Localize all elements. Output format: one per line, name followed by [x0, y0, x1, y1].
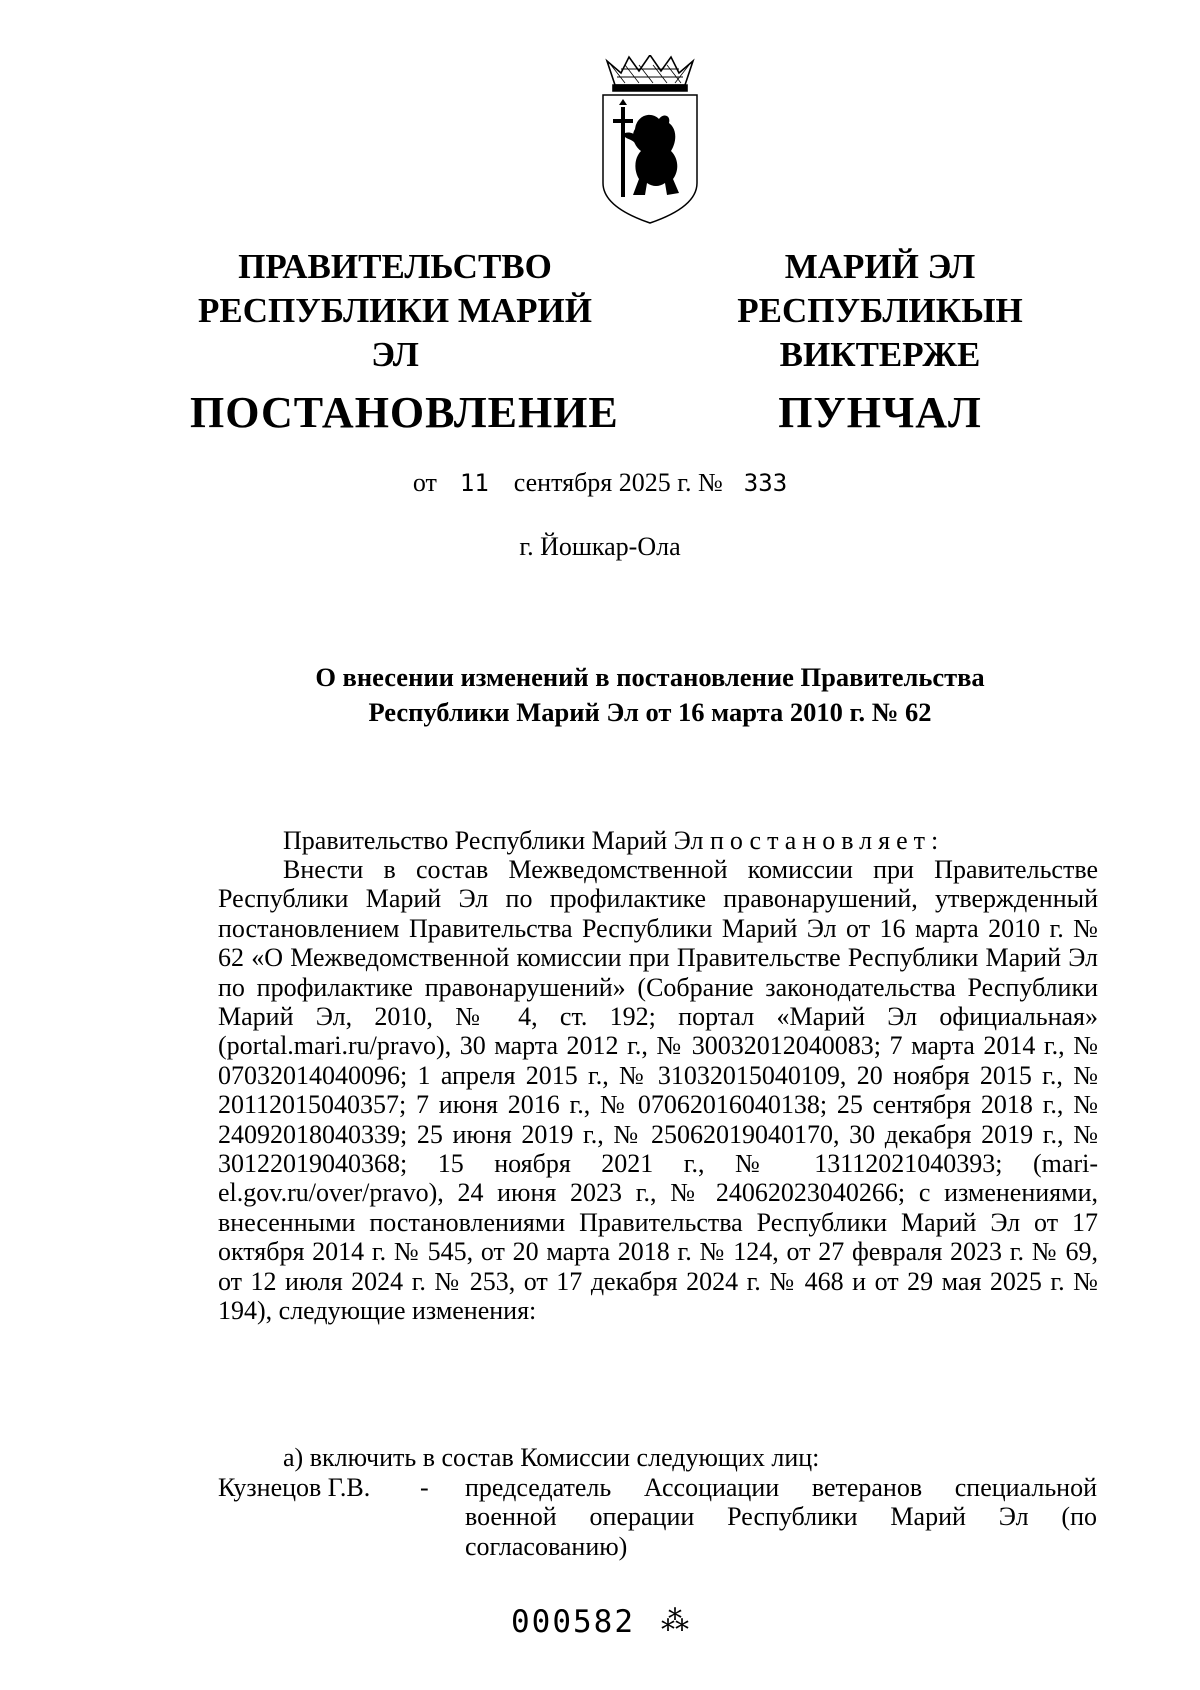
document-title-line2: Республики Марий Эл от 16 марта 2010 г. № 62	[368, 697, 932, 727]
org-name-ru-line1: ПРАВИТЕЛЬСТВО	[238, 247, 552, 286]
footer-serial	[0, 1604, 1200, 1640]
main-paragraph	[218, 855, 1098, 1326]
doc-type-ru: ПОСТАНОВЛЕНИЕ	[190, 388, 619, 437]
sparkle-mark-icon: ⁂	[660, 1606, 689, 1637]
document-number: 333	[743, 469, 788, 497]
gov-subject: Правительство Республики Марий Эл	[283, 826, 704, 855]
header-right-block	[660, 245, 1100, 441]
doc-type-mari: ПУНЧАЛ	[778, 388, 982, 437]
org-name-mari-line2: ВИКТЕРЖЕ	[779, 335, 981, 374]
date-prefix: от	[412, 468, 437, 497]
sub-item-a: а) включить в состав Комиссии следующих лиц:	[283, 1443, 820, 1472]
date-day: 11	[459, 469, 489, 497]
document-title	[200, 660, 1100, 730]
coat-of-arms-emblem	[595, 55, 705, 230]
person-dash: -	[420, 1473, 429, 1502]
document-title-line1: О внесении изменений в постановление Правительства	[315, 662, 985, 692]
decree-preamble	[283, 826, 1113, 855]
city-line: г. Йошкар-Ола	[519, 532, 681, 561]
header-left-block	[190, 245, 619, 441]
main-paragraph-text: Внести в состав Межведомственной комиссии при Правительстве Республики Марий Эл по профилактике правонарушений, утвержденный постановлением Правительства Республики Марий Эл от 16 марта 2010 г. № 62 «О Межведомственной комиссии при Правительстве Республики Марий Эл по профилактике правонарушений» (Собрание законодательства Республики Марий Эл, 2010, № 4, ст. 192; портал «Марий Эл официальная» (portal.mari.ru/pravo), 30 марта 2012 г., № 30032012040083; 7 марта 2014 г., № 07032014040096; 1 апреля 2015 г., № 31032015040109, 20 ноября 2015 г., № 20112015040357; 7 июня 2016 г., № 07062016040138; 25 сентября 2018 г., № 24092018040339; 25 июня 2019 г., № 25062019040170, 30 декабря 2019 г., № 30122019040368; 15 ноября 2021 г., № 13112021040393; (mari-el.gov.ru/over/pravo), 24 июня 2023 г., № 24062023040266; с изменениями, внесенными постановлениями Правительства Республики Марий Эл от 17 октября 2014 г. № 545, от 20 марта 2018 г. № 124, от 27 февраля 2023 г. № 69, от 12 июля 2024 г. № 253, от 17 декабря 2024 г. № 468 и от 29 мая 2025 г. № 194), следующие изменения:	[218, 855, 1098, 1326]
crown-icon	[607, 55, 693, 91]
decree-word: постановляет:	[709, 826, 945, 855]
org-name-ru-line2: РЕСПУБЛИКИ МАРИЙ ЭЛ	[198, 291, 592, 374]
document-date-line	[0, 468, 1200, 498]
person-name: Кузнецов Г.В.	[218, 1473, 371, 1502]
serial-number: 000582	[511, 1604, 635, 1640]
org-name-mari-line1: МАРИЙ ЭЛ РЕСПУБЛИКЫН	[737, 247, 1023, 330]
person-description: председатель Ассоциации ветеранов специальной военной операции Республики Марий Эл (по согласованию)	[465, 1473, 1097, 1561]
date-month-year: сентября 2025 г. №	[513, 468, 723, 497]
